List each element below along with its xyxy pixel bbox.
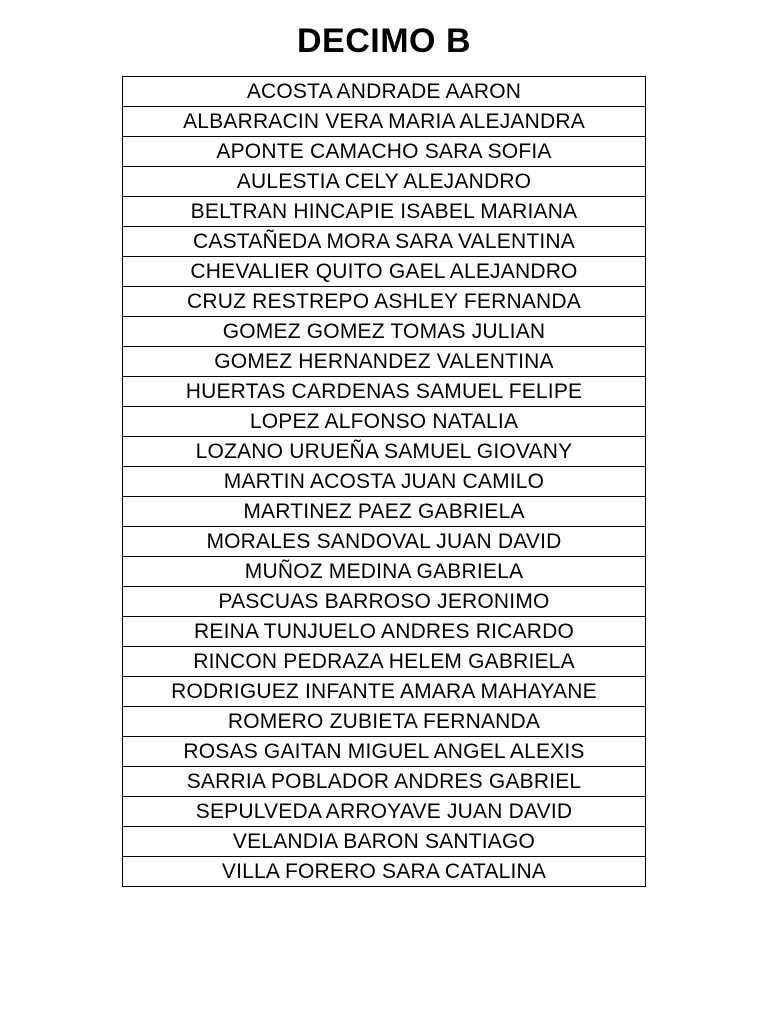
table-row bbox=[123, 347, 646, 377]
student-name-cell: MUÑOZ MEDINA GABRIELA bbox=[123, 557, 646, 587]
table-row bbox=[123, 467, 646, 497]
student-name-cell: ROSAS GAITAN MIGUEL ANGEL ALEXIS bbox=[123, 737, 646, 767]
table-row bbox=[123, 437, 646, 467]
table-row bbox=[123, 137, 646, 167]
table-row bbox=[123, 557, 646, 587]
table-row bbox=[123, 737, 646, 767]
student-name-cell: REINA TUNJUELO ANDRES RICARDO bbox=[123, 617, 646, 647]
table-row bbox=[123, 227, 646, 257]
student-name-cell: CRUZ RESTREPO ASHLEY FERNANDA bbox=[123, 287, 646, 317]
table-row bbox=[123, 197, 646, 227]
student-name-cell: MARTIN ACOSTA JUAN CAMILO bbox=[123, 467, 646, 497]
table-row bbox=[123, 407, 646, 437]
student-name-cell: CASTAÑEDA MORA SARA VALENTINA bbox=[123, 227, 646, 257]
student-name-cell: GOMEZ GOMEZ TOMAS JULIAN bbox=[123, 317, 646, 347]
student-name-cell: LOZANO URUEÑA SAMUEL GIOVANY bbox=[123, 437, 646, 467]
student-name-cell: BELTRAN HINCAPIE ISABEL MARIANA bbox=[123, 197, 646, 227]
table-row bbox=[123, 827, 646, 857]
student-name-cell: RODRIGUEZ INFANTE AMARA MAHAYANE bbox=[123, 677, 646, 707]
table-row bbox=[123, 287, 646, 317]
student-name-cell: AULESTIA CELY ALEJANDRO bbox=[123, 167, 646, 197]
student-name-cell: RINCON PEDRAZA HELEM GABRIELA bbox=[123, 647, 646, 677]
table-row bbox=[123, 797, 646, 827]
student-name-cell: ALBARRACIN VERA MARIA ALEJANDRA bbox=[123, 107, 646, 137]
student-name-cell: SARRIA POBLADOR ANDRES GABRIEL bbox=[123, 767, 646, 797]
table-row bbox=[123, 707, 646, 737]
student-roster-body bbox=[123, 77, 646, 887]
student-name-cell: HUERTAS CARDENAS SAMUEL FELIPE bbox=[123, 377, 646, 407]
student-name-cell: GOMEZ HERNANDEZ VALENTINA bbox=[123, 347, 646, 377]
table-row bbox=[123, 257, 646, 287]
student-name-cell: ROMERO ZUBIETA FERNANDA bbox=[123, 707, 646, 737]
student-name-cell: PASCUAS BARROSO JERONIMO bbox=[123, 587, 646, 617]
table-row bbox=[123, 317, 646, 347]
table-row bbox=[123, 617, 646, 647]
table-row bbox=[123, 377, 646, 407]
table-row bbox=[123, 647, 646, 677]
student-name-cell: SEPULVEDA ARROYAVE JUAN DAVID bbox=[123, 797, 646, 827]
table-row bbox=[123, 527, 646, 557]
student-roster-table bbox=[122, 76, 646, 887]
student-name-cell: VELANDIA BARON SANTIAGO bbox=[123, 827, 646, 857]
table-row bbox=[123, 167, 646, 197]
student-name-cell: VILLA FORERO SARA CATALINA bbox=[123, 857, 646, 887]
student-name-cell: MARTINEZ PAEZ GABRIELA bbox=[123, 497, 646, 527]
table-row bbox=[123, 77, 646, 107]
table-row bbox=[123, 497, 646, 527]
table-row bbox=[123, 587, 646, 617]
table-row bbox=[123, 857, 646, 887]
page-title: DECIMO B bbox=[297, 22, 471, 60]
student-name-cell: LOPEZ ALFONSO NATALIA bbox=[123, 407, 646, 437]
table-row bbox=[123, 677, 646, 707]
student-name-cell: CHEVALIER QUITO GAEL ALEJANDRO bbox=[123, 257, 646, 287]
student-name-cell: APONTE CAMACHO SARA SOFIA bbox=[123, 137, 646, 167]
table-row bbox=[123, 107, 646, 137]
student-name-cell: ACOSTA ANDRADE AARON bbox=[123, 77, 646, 107]
student-name-cell: MORALES SANDOVAL JUAN DAVID bbox=[123, 527, 646, 557]
table-row bbox=[123, 767, 646, 797]
